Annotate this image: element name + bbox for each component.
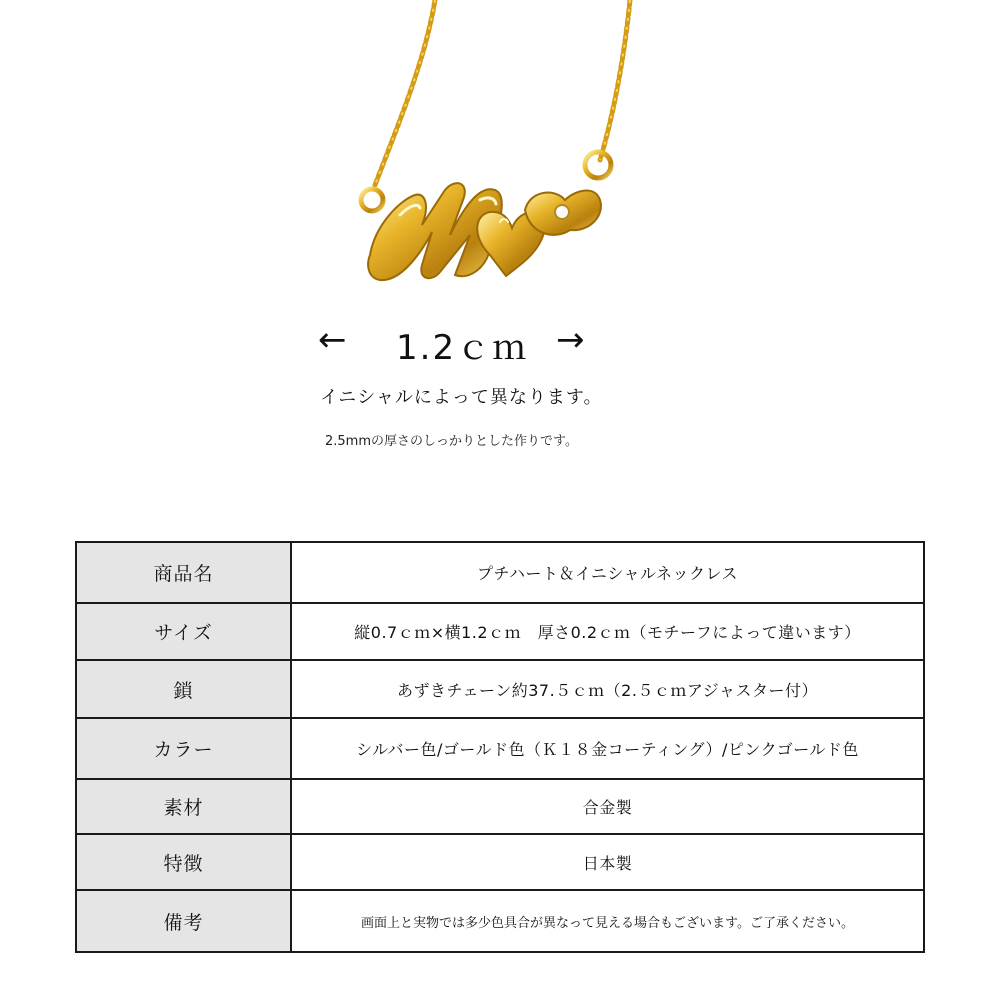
spec-row-material <box>76 779 924 834</box>
chain-right <box>600 0 630 160</box>
chain-left <box>375 0 435 185</box>
spec-label: 鎖 <box>76 660 291 718</box>
width-measurement: 1.2ｃｍ <box>396 328 529 368</box>
rhinestone <box>555 205 569 219</box>
spec-row-remarks <box>76 890 924 952</box>
spec-value: プチハート＆イニシャルネックレス <box>291 542 924 603</box>
spec-value: 日本製 <box>291 834 924 890</box>
thickness-note: 2.5mmの厚さのしっかりとした作りです。 <box>325 434 578 449</box>
spec-label: 商品名 <box>76 542 291 603</box>
spec-label: サイズ <box>76 603 291 660</box>
spec-label: 備考 <box>76 890 291 952</box>
spec-row-feature <box>76 834 924 890</box>
size-measurement <box>318 318 608 368</box>
spec-value: シルバー色/ゴールド色（Ｋ１８金コーティング）/ピンクゴールド色 <box>291 718 924 779</box>
arrow-right-icon: → <box>556 320 585 360</box>
arrow-left-icon: ← <box>318 320 347 360</box>
spec-value: あずきチェーン約37.５ｃｍ（2.５ｃｍアジャスター付） <box>291 660 924 718</box>
spec-value: 縦0.7ｃｍ×横1.2ｃｍ 厚さ0.2ｃｍ（モチーフによって違います） <box>291 603 924 660</box>
spec-label: 特徴 <box>76 834 291 890</box>
necklace-pendant-image <box>330 0 670 300</box>
spec-row-chain <box>76 660 924 718</box>
pendant-illustration <box>330 0 670 300</box>
spec-label: カラー <box>76 718 291 779</box>
spec-row-color <box>76 718 924 779</box>
spec-label: 素材 <box>76 779 291 834</box>
spec-row-size <box>76 603 924 660</box>
product-spec-table <box>75 541 925 953</box>
spec-value: 画面上と実物では多少色具合が異なって見える場合もございます。ご了承ください。 <box>291 890 924 952</box>
spec-value: 合金製 <box>291 779 924 834</box>
initial-note: イニシャルによって異なります。 <box>320 387 603 408</box>
spec-row-product-name <box>76 542 924 603</box>
